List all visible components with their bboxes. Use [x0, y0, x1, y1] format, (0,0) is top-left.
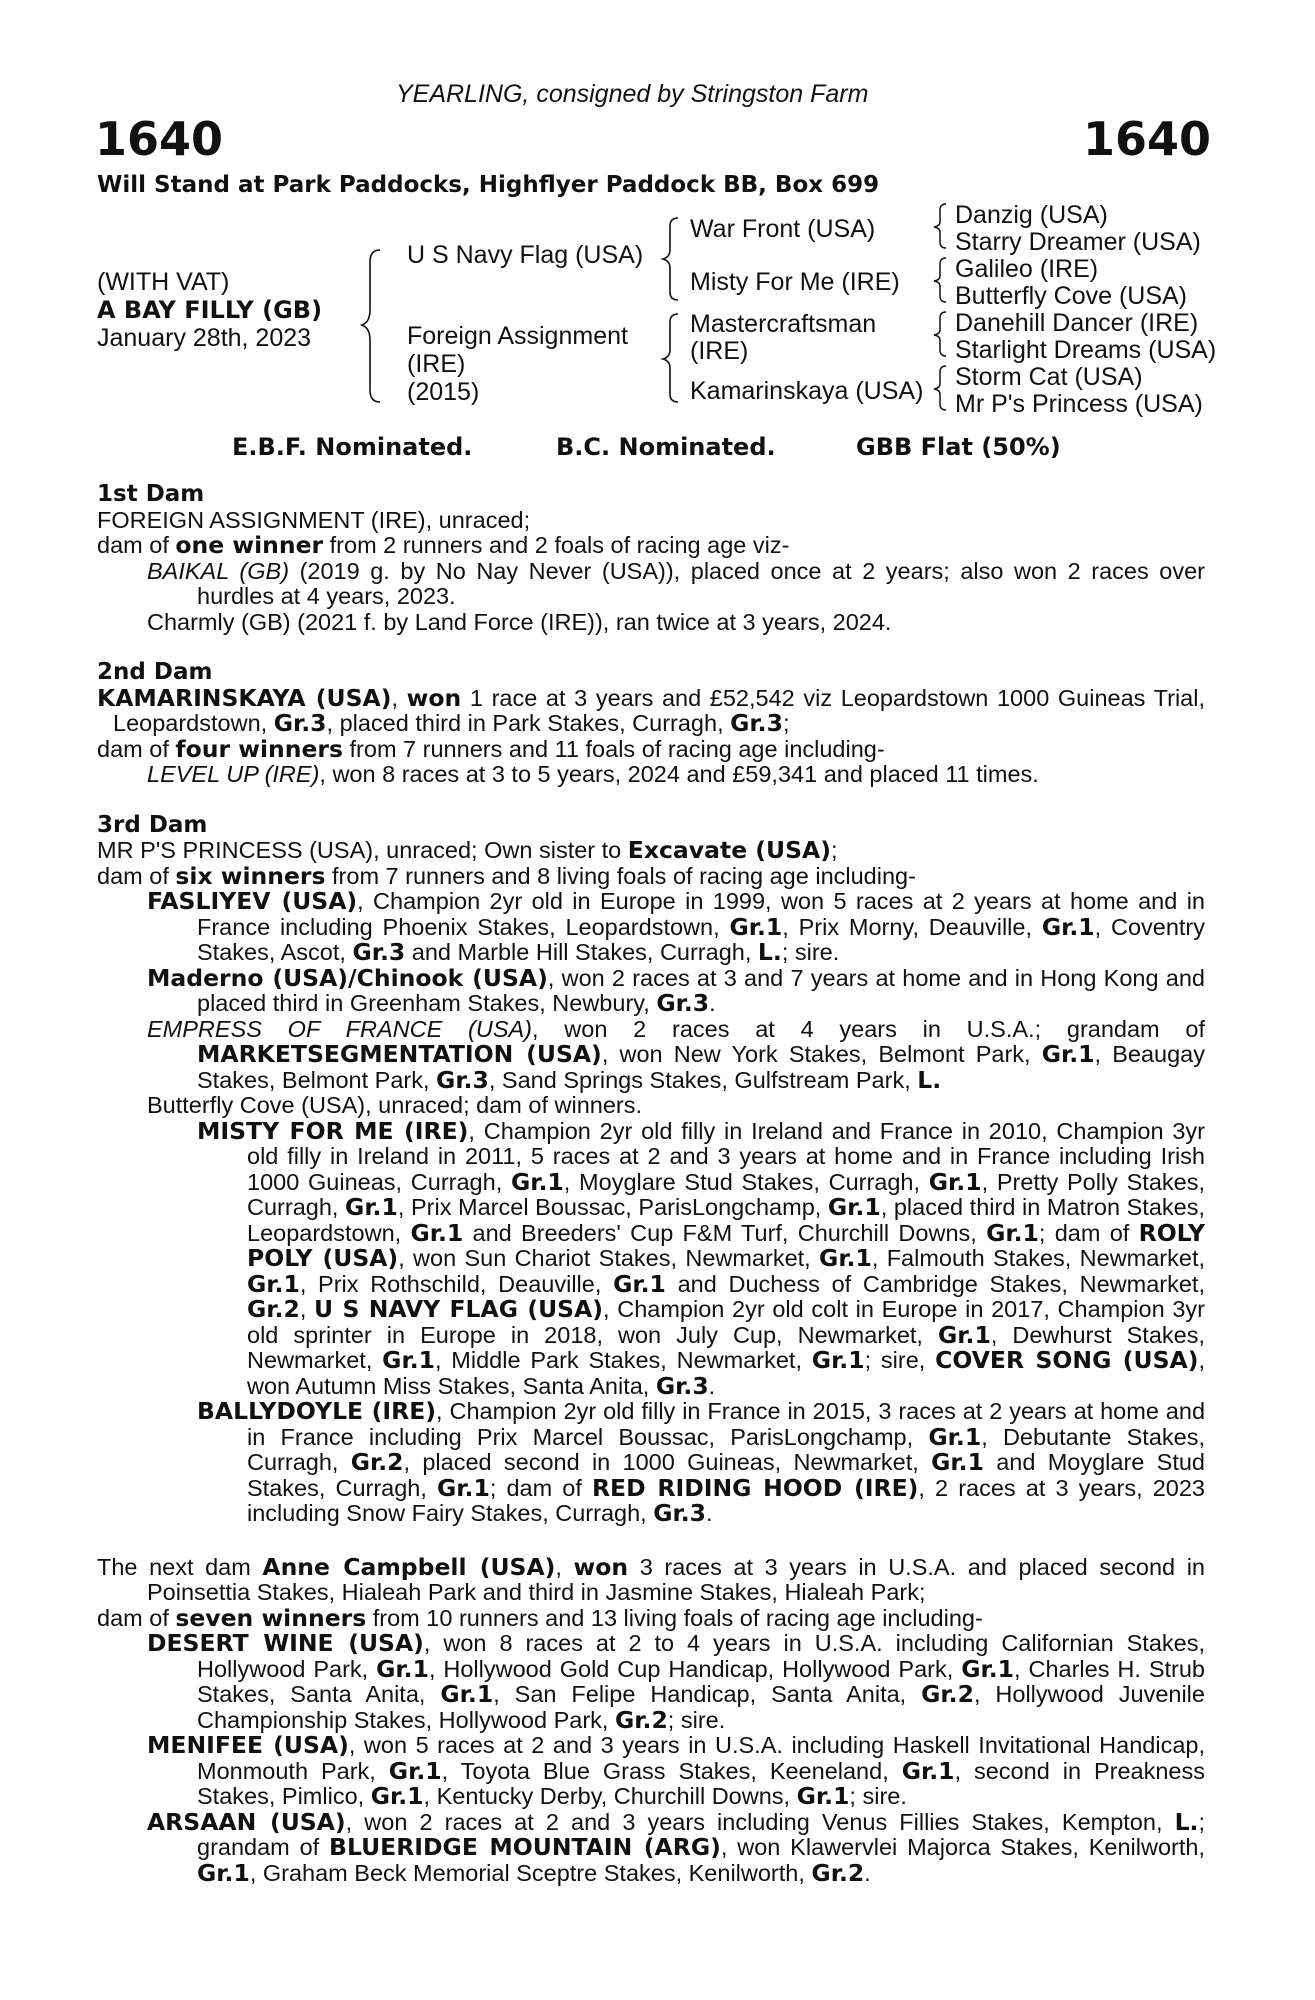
pedigree-brace-dam	[660, 308, 690, 408]
third-dam-heading: 3rd Dam	[97, 811, 208, 838]
pedigree-brace-main	[360, 240, 400, 410]
third-dam-foal-empress: EMPRESS OF FRANCE (USA), won 2 races at 4 years in U.S.A.; grandam of MARKETSEGMENTATION (USA), won New York Stakes, Belmont Park, Gr.1, Beaugay Stakes, Belmont Park, Gr.3, Sand Springs Stakes, Gulfstream Park, L.	[147, 1015, 1205, 1094]
horse-dob: January 28th, 2023	[97, 324, 312, 352]
pedigree-sds: Galileo (IRE)	[955, 255, 1099, 283]
third-dam-intro: MR P'S PRINCESS (USA), unraced; Own sister to Excavate (USA);	[97, 836, 838, 864]
consignor-line: YEARLING, consigned by Stringston Farm	[396, 80, 869, 108]
pedigree-dam-sire-line2: (IRE)	[690, 337, 749, 365]
lot-number-right: 1640	[1083, 112, 1212, 166]
pedigree-dam-line2: (IRE)	[407, 350, 466, 378]
pedigree-dam-sire-line1: Mastercraftsman	[690, 310, 877, 338]
first-dam-intro: FOREIGN ASSIGNMENT (IRE), unraced;	[97, 506, 531, 533]
first-dam-heading: 1st Dam	[97, 481, 205, 507]
pedigree-ssd: Starry Dreamer (USA)	[955, 228, 1201, 256]
pedigree-sire-dam: Misty For Me (IRE)	[690, 268, 900, 296]
pedigree-brace-ds	[930, 308, 954, 360]
third-dam-foal-fasliyev: FASLIYEV (USA), Champion 2yr old in Europe in 1999, won 5 races at 2 years at home and in France including Phoenix Stakes, Leopardstown, Gr.1, Prix Morny, Deauville, Gr.1, Coventry Stakes, Ascot, Gr.3 and Marble Hill Stakes, Curragh, L.; sire.	[147, 887, 1206, 966]
bc-nomination: B.C. Nominated.	[556, 433, 776, 461]
granddaughter-ballydoyle: BALLYDOYLE (IRE), Champion 2yr old filly in France in 2015, 3 races at 2 years at home and in France including Prix Marcel Boussac, ParisLongchamp, Gr.1, Debutante Stakes, Curragh, Gr.2, placed second in 1000 Guineas, Newmarket, Gr.1 and Moyglare Stud Stakes, Curragh, Gr.1; dam of RED RIDING HOOD (IRE), 2 races at 3 years, 2023 including Snow Fairy Stakes, Curragh, Gr.3.	[197, 1397, 1206, 1527]
next-dam-foal-arsaan: ARSAAN (USA), won 2 races at 2 and 3 years including Venus Fillies Stakes, Kempton, L.; grandam of BLUERIDGE MOUNTAIN (ARG), won Klawervlei Majorca Stakes, Kenilworth, Gr.1, Graham Beck Memorial Sceptre Stakes, Kenilworth, Gr.2.	[147, 1807, 1206, 1887]
pedigree-dsd: Starlight Dreams (USA)	[955, 336, 1217, 364]
pedigree-dss: Danehill Dancer (IRE)	[955, 309, 1199, 337]
next-dam-summary: dam of seven winners from 10 runners and 13 living foals of racing age including-	[97, 1603, 983, 1632]
third-dam-foal-maderno: Maderno (USA)/Chinook (USA), won 2 races at 3 and 7 years at home and in Hong Kong and placed third in Greenham Stakes, Newbury, Gr.3.	[147, 963, 1205, 1017]
granddaughter-misty-for-me: MISTY FOR ME (IRE), Champion 2yr old filly in Ireland and France in 2010, Champion 3yr old filly in Ireland in 2011, 5 races at 2 and 3 years at home and in France including Irish 1000 Guineas, Curragh, Gr.1, Moyglare Stud Stakes, Curragh, Gr.1, Pretty Polly Stakes, Curragh, Gr.1, Prix Marcel Boussac, ParisLongchamp, Gr.1, placed third in Matron Stakes, Leopardstown, Gr.1 and Breeders' Cup F&M Turf, Churchill Downs, Gr.1; dam of ROLY POLY (USA), won Sun Chariot Stakes, Newmarket, Gr.1, Falmouth Stakes, Newmarket, Gr.1, Prix Rothschild, Deauville, Gr.1 and Duchess of Cambridge Stakes, Newmarket, Gr.2, U S NAVY FLAG (USA), Champion 2yr old colt in Europe in 2017, Champion 3yr old sprinter in Europe in 2018, won July Cup, Newmarket, Gr.1, Dewhurst Stakes, Newmarket, Gr.1, Middle Park Stakes, Newmarket, Gr.1; sire, COVER SONG (USA), won Autumn Miss Stakes, Santa Anita, Gr.3.	[197, 1116, 1206, 1400]
pedigree-dam-line1: Foreign Assignment	[407, 322, 628, 350]
pedigree-sdd: Butterfly Cove (USA)	[955, 282, 1188, 310]
third-dam-foal-butterfly: Butterfly Cove (USA), unraced; dam of winners.	[147, 1092, 643, 1118]
pedigree-brace-sd	[930, 254, 954, 306]
pedigree-brace-dd	[930, 362, 954, 414]
first-dam-foal-baikal: BAIKAL (GB) (2019 g. by No Nay Never (USA)), placed once at 2 years; also won 2 races over hurdles at 4 years, 2023.	[147, 557, 1205, 609]
second-dam-summary: dam of four winners from 7 runners and 11 foals of racing age including-	[97, 734, 885, 763]
pedigree-brace-sire	[660, 212, 690, 304]
pedigree-sire-sire: War Front (USA)	[690, 215, 876, 243]
third-dam-summary: dam of six winners from 7 runners and 8 living foals of racing age including-	[97, 861, 916, 890]
first-dam-foal-charmly: Charmly (GB) (2021 f. by Land Force (IRE)), ran twice at 3 years, 2024.	[147, 608, 892, 635]
pedigree-dds: Storm Cat (USA)	[955, 363, 1143, 391]
pedigree-dam-line3: (2015)	[407, 378, 480, 406]
next-dam-foal-desert-wine: DESERT WINE (USA), won 8 races at 2 to 4 years in U.S.A. including Californian Stakes, Hollywood Park, Gr.1, Hollywood Gold Cup Handicap, Hollywood Park, Gr.1, Charles H. Strub Stakes, Santa Anita, Gr.1, San Felipe Handicap, Santa Anita, Gr.2, Hollywood Juvenile Championship Stakes, Hollywood Park, Gr.2; sire.	[147, 1629, 1205, 1734]
pedigree-sire: U S Navy Flag (USA)	[407, 241, 644, 269]
horse-name: A BAY FILLY (GB)	[97, 296, 323, 324]
next-dam-foal-menifee: MENIFEE (USA), won 5 races at 2 and 3 years in U.S.A. including Haskell Invitational Handicap, Monmouth Park, Gr.1, Toyota Blue Grass Stakes, Keeneland, Gr.1, second in Preakness Stakes, Pimlico, Gr.1, Kentucky Derby, Churchill Downs, Gr.1; sire.	[147, 1731, 1205, 1810]
pedigree-sss: Danzig (USA)	[955, 201, 1108, 229]
gbb-flat: GBB Flat (50%)	[856, 433, 1061, 461]
pedigree-brace-ss	[930, 200, 954, 252]
pedigree-notes	[97, 482, 1205, 1886]
pedigree-ddd: Mr P's Princess (USA)	[955, 390, 1203, 418]
stand-location: Will Stand at Park Paddocks, Highflyer Paddock BB, Box 699	[97, 172, 880, 198]
second-dam-heading: 2nd Dam	[97, 659, 213, 685]
pedigree-dam-dam: Kamarinskaya (USA)	[690, 377, 924, 405]
ebf-nomination: E.B.F. Nominated.	[232, 433, 473, 461]
second-dam-intro: KAMARINSKAYA (USA), won 1 race at 3 years and £52,542 viz Leopardstown 1000 Guineas Trial, Leopardstown, Gr.3, placed third in Park Stakes, Curragh, Gr.3;	[97, 683, 1205, 737]
first-dam-summary: dam of one winner from 2 runners and 2 foals of racing age viz-	[97, 531, 790, 559]
second-dam-foal-levelup: LEVEL UP (IRE), won 8 races at 3 to 5 years, 2024 and £59,341 and placed 11 times.	[147, 761, 1039, 787]
lot-number-left: 1640	[95, 112, 224, 166]
vat-note: (WITH VAT)	[97, 268, 230, 296]
next-dam-intro: The next dam Anne Campbell (USA), won 3 races at 3 years in U.S.A. and placed second in Poinsettia Stakes, Hialeah Park and third in Jasmine Stakes, Hialeah Park;	[97, 1552, 1205, 1605]
